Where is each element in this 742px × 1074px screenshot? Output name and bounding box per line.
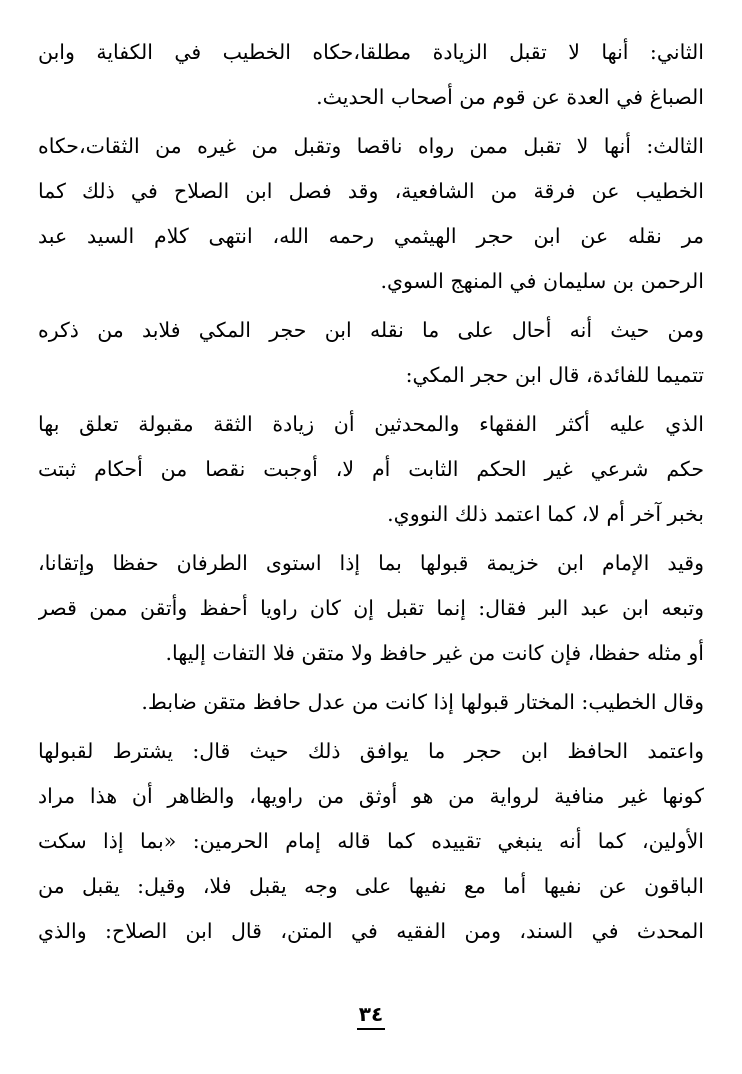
text-line: الثاني: أنها لا تقبل الزيادة مطلقا،حكاه الخطيب في الكفاية وابن — [38, 40, 704, 64]
paragraph-second-opinion — [38, 30, 704, 120]
text-line: بخبر آخر أم لا، كما اعتمد ذلك النووي. — [387, 502, 704, 526]
text-line: حكم شرعي غير الحكم الثابت أم لا، أوجبت نقصا من أحكام ثبتت — [38, 457, 704, 481]
page-number-text: ٣٤ — [357, 1002, 385, 1030]
text-line: وقال الخطيب: المختار قبولها إذا كانت من عدل حافظ متقن ضابط. — [141, 690, 704, 714]
text-line: وقيد الإمام ابن خزيمة قبولها بما إذا استوى الطرفان حفظا وإتقانا، — [38, 551, 704, 575]
text-line: مر نقله عن ابن حجر الهيثمي رحمه الله، انتهى كلام السيد عبد — [38, 224, 704, 248]
paragraph-majority-opinion — [38, 402, 704, 537]
page-number — [0, 1002, 742, 1030]
text-line: الخطيب عن فرقة من الشافعية، وقد فصل ابن الصلاح في ذلك كما — [38, 179, 704, 203]
paragraph-ibn-hajar-intro — [38, 308, 704, 398]
text-line: واعتمد الحافظ ابن حجر ما يوافق ذلك حيث قال: يشترط لقبولها — [38, 739, 704, 763]
text-line: الذي عليه أكثر الفقهاء والمحدثين أن زيادة الثقة مقبولة تعلق بها — [38, 412, 704, 436]
paragraph-al-khatib — [38, 680, 704, 725]
text-line: وتبعه ابن عبد البر فقال: إنما تقبل إن كان راويا أحفظ وأتقن ممن قصر — [38, 596, 704, 620]
paragraph-al-hafiz — [38, 729, 704, 954]
text-line: كونها غير منافية لرواية من هو أوثق من راويها، والظاهر أن هذا مراد — [38, 784, 704, 808]
text-line: الصباغ في العدة عن قوم من أصحاب الحديث. — [316, 85, 704, 109]
text-line: المحدث في السند، ومن الفقيه في المتن، قال ابن الصلاح: والذي — [38, 919, 704, 943]
text-line: الباقون عن نفيها أما مع نفيها على وجه يقبل فلا، وقيل: يقبل من — [38, 874, 704, 898]
paragraph-ibn-khuzaymah — [38, 541, 704, 676]
page-body — [38, 30, 704, 954]
text-line: الثالث: أنها لا تقبل ممن رواه ناقصا وتقبل من غيره من الثقات،حكاه — [38, 134, 704, 158]
text-line: الأولين، كما أنه ينبغي تقييده كما قاله إمام الحرمين: «بما إذا سكت — [38, 829, 704, 853]
text-line: أو مثله حفظا، فإن كانت من غير حافظ ولا متقن فلا التفات إليها. — [165, 641, 704, 665]
paragraph-third-opinion — [38, 124, 704, 304]
text-line: تتميما للفائدة، قال ابن حجر المكي: — [405, 363, 704, 387]
text-line: الرحمن بن سليمان في المنهج السوي. — [380, 269, 704, 293]
text-line: ومن حيث أنه أحال على ما نقله ابن حجر المكي فلابد من ذكره — [38, 318, 704, 342]
